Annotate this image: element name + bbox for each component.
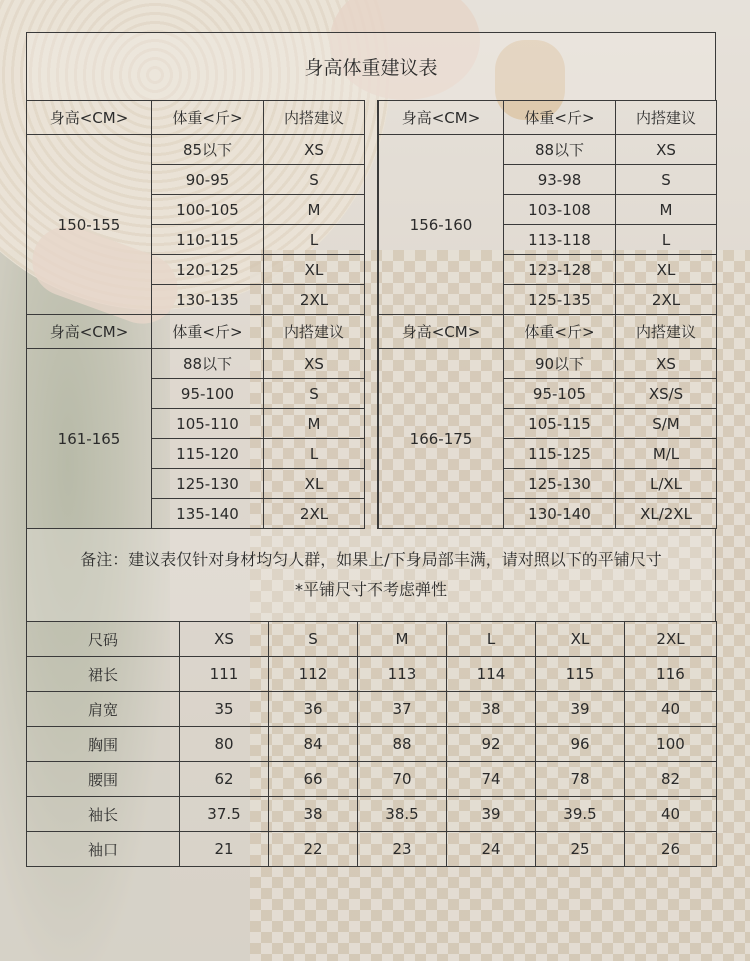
measure-value: 25 (536, 832, 625, 867)
measure-label: 裙长 (27, 657, 180, 692)
measure-value: 84 (269, 727, 358, 762)
size-cell: L (616, 225, 717, 255)
weight-cell: 88以下 (504, 135, 616, 165)
measure-value: 74 (447, 762, 536, 797)
header-weight: 体重<斤> (152, 315, 264, 349)
header-weight: 体重<斤> (504, 101, 616, 135)
weight-cell: 123-128 (504, 255, 616, 285)
weight-cell: 90以下 (504, 349, 616, 379)
measure-value: 116 (625, 657, 717, 692)
measure-value: 112 (269, 657, 358, 692)
measure-label: 腰围 (27, 762, 180, 797)
measure-value: 39 (536, 692, 625, 727)
group-table-3 (378, 314, 716, 529)
measure-value: 92 (447, 727, 536, 762)
measure-value: 115 (536, 657, 625, 692)
weight-cell: 135-140 (152, 499, 264, 529)
weight-cell: 88以下 (152, 349, 264, 379)
measure-value: 37 (358, 692, 447, 727)
measure-value: 38 (447, 692, 536, 727)
size-cell: L/XL (616, 469, 717, 499)
table-row (27, 762, 717, 797)
column-gap (364, 314, 378, 529)
size-block-top (26, 100, 716, 315)
header-inner: 内搭建议 (264, 315, 365, 349)
measure-value: 70 (358, 762, 447, 797)
size-cell: 2XL (264, 285, 365, 315)
measure-value: 40 (625, 797, 717, 832)
size-head: M (358, 622, 447, 657)
measure-value: 35 (180, 692, 269, 727)
weight-cell: 115-120 (152, 439, 264, 469)
header-weight: 体重<斤> (504, 315, 616, 349)
measure-value: 40 (625, 692, 717, 727)
remark-line-1: 备注：建议表仅针对身材均匀人群，如果上/下身局部丰满，请对照以下的平铺尺寸 (80, 550, 662, 569)
size-cell: 2XL (616, 285, 717, 315)
size-cell: XS (264, 349, 365, 379)
measure-value: 38.5 (358, 797, 447, 832)
size-cell: XS/S (616, 379, 717, 409)
remark-line-2: *平铺尺寸不考虑弹性 (294, 580, 447, 599)
table-row (27, 832, 717, 867)
group-table-1 (378, 100, 716, 315)
measure-value: 37.5 (180, 797, 269, 832)
measure-label: 袖口 (27, 832, 180, 867)
remark (26, 529, 716, 621)
measure-value: 24 (447, 832, 536, 867)
weight-cell: 105-110 (152, 409, 264, 439)
measure-label: 袖长 (27, 797, 180, 832)
measure-value: 21 (180, 832, 269, 867)
size-head: S (269, 622, 358, 657)
weight-cell: 130-135 (152, 285, 264, 315)
measure-value: 36 (269, 692, 358, 727)
measure-value: 113 (358, 657, 447, 692)
measure-value: 96 (536, 727, 625, 762)
size-cell: XS (616, 349, 717, 379)
measure-value: 39.5 (536, 797, 625, 832)
measure-value: 23 (358, 832, 447, 867)
size-head: XS (180, 622, 269, 657)
weight-cell: 95-100 (152, 379, 264, 409)
measure-value: 80 (180, 727, 269, 762)
weight-cell: 130-140 (504, 499, 616, 529)
height-range: 150-155 (27, 135, 152, 315)
size-cell: M (264, 409, 365, 439)
weight-cell: 85以下 (152, 135, 264, 165)
size-cell: M (616, 195, 717, 225)
weight-cell: 103-108 (504, 195, 616, 225)
header-inner: 内搭建议 (264, 101, 365, 135)
size-cell: L (264, 225, 365, 255)
size-cell: S (616, 165, 717, 195)
size-block-bottom (26, 314, 716, 529)
measure-value: 66 (269, 762, 358, 797)
height-range: 166-175 (379, 349, 504, 529)
column-gap (364, 100, 378, 315)
size-cell: L (264, 439, 365, 469)
size-cell: XL (264, 469, 365, 499)
header-height: 身高<CM> (379, 101, 504, 135)
weight-cell: 95-105 (504, 379, 616, 409)
size-head: XL (536, 622, 625, 657)
weight-cell: 90-95 (152, 165, 264, 195)
size-cell: XL (264, 255, 365, 285)
size-cell: XS (616, 135, 717, 165)
header-inner: 内搭建议 (616, 101, 717, 135)
size-header-row (27, 622, 717, 657)
chart-title: 身高体重建议表 (26, 32, 716, 100)
weight-cell: 113-118 (504, 225, 616, 255)
size-cell: XL/2XL (616, 499, 717, 529)
measure-value: 39 (447, 797, 536, 832)
weight-cell: 120-125 (152, 255, 264, 285)
height-range: 156-160 (379, 135, 504, 315)
weight-cell: 125-130 (152, 469, 264, 499)
size-cell: S (264, 379, 365, 409)
size-head: L (447, 622, 536, 657)
header-weight: 体重<斤> (152, 101, 264, 135)
measure-value: 22 (269, 832, 358, 867)
weight-cell: 115-125 (504, 439, 616, 469)
weight-cell: 105-115 (504, 409, 616, 439)
header-height: 身高<CM> (379, 315, 504, 349)
measure-value: 82 (625, 762, 717, 797)
table-row (27, 692, 717, 727)
measure-value: 88 (358, 727, 447, 762)
size-cell: M/L (616, 439, 717, 469)
measure-label: 胸围 (27, 727, 180, 762)
weight-cell: 125-135 (504, 285, 616, 315)
height-range: 161-165 (27, 349, 152, 529)
size-cell: M (264, 195, 365, 225)
measure-value: 26 (625, 832, 717, 867)
size-cell: S/M (616, 409, 717, 439)
group-table-0 (26, 100, 364, 315)
header-height: 身高<CM> (27, 315, 152, 349)
size-cell: XL (616, 255, 717, 285)
size-cell: 2XL (264, 499, 365, 529)
weight-cell: 100-105 (152, 195, 264, 225)
header-inner: 内搭建议 (616, 315, 717, 349)
group-table-2 (26, 314, 364, 529)
size-cell: S (264, 165, 365, 195)
size-cell: XS (264, 135, 365, 165)
measure-value: 38 (269, 797, 358, 832)
weight-cell: 110-115 (152, 225, 264, 255)
table-row (27, 657, 717, 692)
weight-cell: 93-98 (504, 165, 616, 195)
size-label: 尺码 (27, 622, 180, 657)
size-head: 2XL (625, 622, 717, 657)
measure-value: 114 (447, 657, 536, 692)
measure-label: 肩宽 (27, 692, 180, 727)
size-chart (26, 32, 716, 867)
measure-value: 62 (180, 762, 269, 797)
table-row (27, 797, 717, 832)
table-row (27, 727, 717, 762)
flat-measurement-table (26, 621, 717, 867)
measure-value: 78 (536, 762, 625, 797)
measure-value: 111 (180, 657, 269, 692)
header-height: 身高<CM> (27, 101, 152, 135)
weight-cell: 125-130 (504, 469, 616, 499)
measure-value: 100 (625, 727, 717, 762)
